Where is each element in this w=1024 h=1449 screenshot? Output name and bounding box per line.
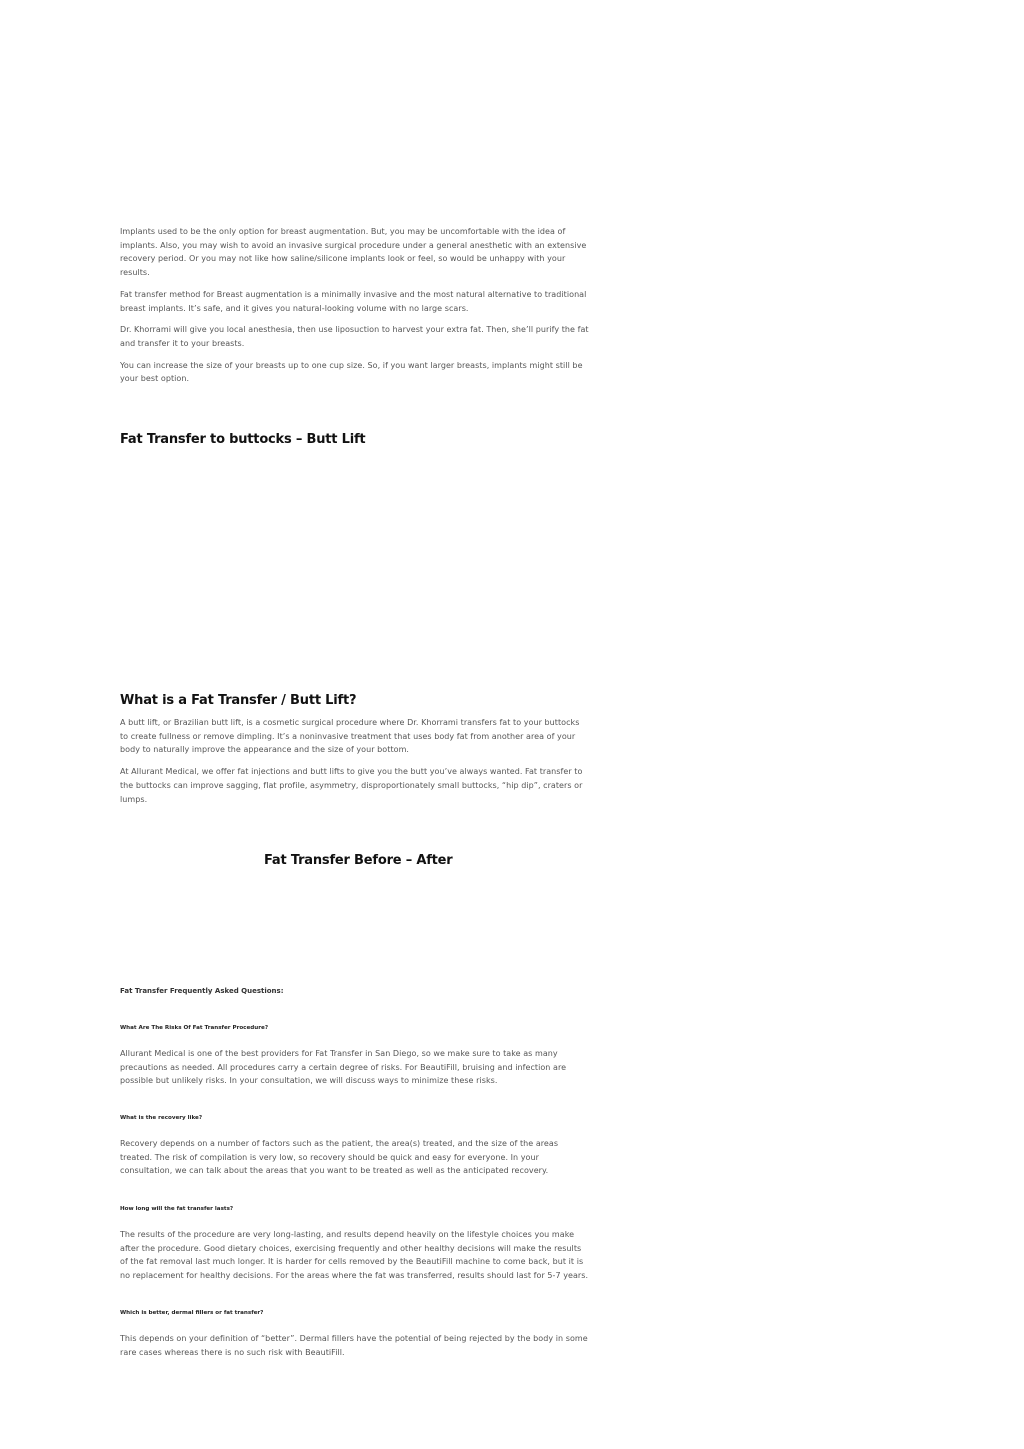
faq-question: How long will the fat transfer lasts? [120, 1206, 234, 1212]
body-paragraph: At Allurant Medical, we offer fat injections and butt lifts to give you the butt you’ve always wanted. Fat transfer to the buttocks can improve sagging, flat profile, asymmetry, disproportionately small buttocks, “hip dip”, craters or lumps. [120, 767, 583, 804]
butt-lift-heading: Fat Transfer to buttocks – Butt Lift [120, 432, 366, 447]
what-is-section [120, 716, 590, 806]
faq-question: What is the recovery like? [120, 1115, 203, 1121]
faq-question: What Are The Risks Of Fat Transfer Procedure? [120, 1025, 269, 1031]
body-paragraph: Implants used to be the only option for breast augmentation. But, you may be uncomfortable with the idea of implants. Also, you may wish to avoid an invasive surgical procedure under a general anesthetic with an extensive recovery period. Or you may not like how saline/silicone implants look or feel, so would be unhappy with your results. [120, 227, 587, 278]
faq-question: Which is better, dermal fillers or fat transfer? [120, 1310, 264, 1316]
before-after-heading: Fat Transfer Before – After [264, 853, 453, 868]
body-paragraph: Fat transfer method for Breast augmentation is a minimally invasive and the most natural alternative to traditional breast implants. It’s safe, and it gives you natural-looking volume with no large scars. [120, 289, 587, 313]
breast-augmentation-section [120, 225, 590, 386]
body-paragraph: A butt lift, or Brazilian butt lift, is a cosmetic surgical procedure where Dr. Khorrami transfers fat to your buttocks to create fullness or remove dimpling. It’s a noninvasive treatment that uses body fat from another area of your body to naturally improve the appearance and the size of your bottom. [120, 718, 580, 755]
faq-answer: Recovery depends on a number of factors such as the patient, the area(s) treated, and the size of the areas treated. The risk of compilation is very low, so recovery should be quick and easy for everyone. In your consultation, we can talk about the areas that you want to be treated as well as the anticipated recovery. [120, 1139, 559, 1176]
faq-answer: The results of the procedure are very long-lasting, and results depend heavily on the lifestyle choices you make after the procedure. Good dietary choices, exercising frequently and other healthy decisions will make the results of the fat removal last much longer. It is harder for cells removed by the BeautiFill machine to come back, but it is no replacement for healthy decisions. For the areas where the fat was transferred, results should last for 5-7 years. [120, 1230, 589, 1281]
body-paragraph: You can increase the size of your breasts up to one cup size. So, if you want larger breasts, implants might still be your best option. [120, 360, 583, 384]
faq-answer: This depends on your definition of “better”. Dermal fillers have the potential of being rejected by the body in some rare cases whereas there is no such risk with BeautiFill. [120, 1334, 588, 1357]
faq-title: Fat Transfer Frequently Asked Questions: [120, 987, 284, 995]
body-paragraph: Dr. Khorrami will give you local anesthesia, then use liposuction to harvest your extra fat. Then, she’ll purify the fat and transfer it to your breasts. [120, 325, 589, 348]
what-is-heading: What is a Fat Transfer / Butt Lift? [120, 693, 357, 708]
faq-answer: Allurant Medical is one of the best providers for Fat Transfer in San Diego, so we make sure to take as many precautions as needed. All procedures carry a certain degree of risks. For BeautiFill, bruising and infection are possible but unlikely risks. In your consultation, we will discuss ways to minimize these risks. [120, 1049, 567, 1086]
